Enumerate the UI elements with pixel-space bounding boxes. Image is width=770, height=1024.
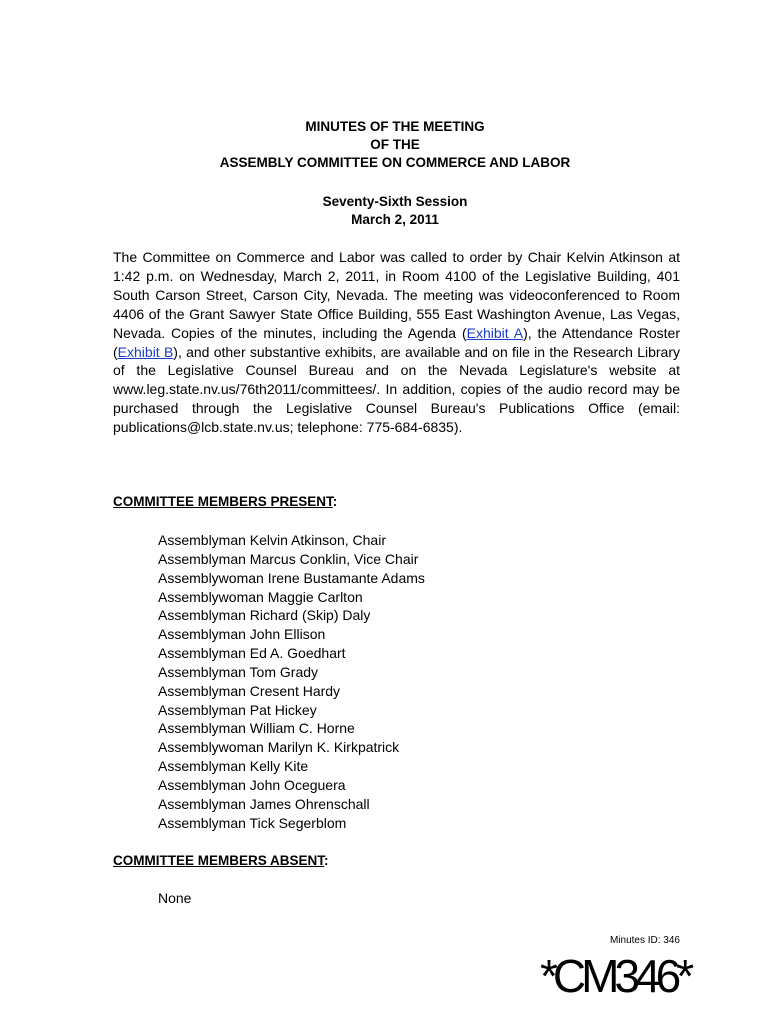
minutes-id: Minutes ID: 346 [609, 935, 680, 946]
title-line-2: OF THE [370, 137, 420, 152]
member-item: Assemblyman Kelly Kite [158, 758, 309, 775]
member-item: Assemblywoman Irene Bustamante Adams [158, 569, 425, 586]
document-title [0, 118, 770, 172]
members-absent-label: COMMITTEE MEMBERS ABSENT [113, 853, 325, 868]
member-item: Assemblywoman Marilyn K. Kirkpatrick [158, 739, 400, 756]
member-item: Assemblyman James Ohrenschall [158, 795, 370, 812]
intro-paragraph [113, 248, 680, 437]
members-present-label: COMMITTEE MEMBERS PRESENT [113, 494, 333, 509]
intro-text-3: ), and other substantive exhibits, are available and on file in the Research Library of the Legislative Counsel Bureau and on the Nevada Legislature's website at www.leg.state.nv.us/76th2011/committees/. In addition, copies of the audio record may be purchased through the Legislative Counsel Bureau's Publications Office (email: publications@lcb.state.nv.us; telephone: 775-684-6835). [113, 343, 680, 436]
member-item: Assemblyman Ed A. Goedhart [158, 645, 346, 662]
label-colon: : [332, 494, 338, 509]
member-item: Assemblyman Pat Hickey [158, 701, 317, 718]
exhibit-b-link[interactable]: Exhibit B [117, 343, 174, 360]
member-item: Assemblyman Marcus Conklin, Vice Chair [158, 550, 419, 567]
session-header [0, 193, 770, 229]
title-line-3: ASSEMBLY COMMITTEE ON COMMERCE AND LABOR [219, 155, 571, 170]
member-item: Assemblyman Cresent Hardy [158, 682, 341, 699]
members-present-heading [113, 494, 337, 509]
meeting-date: March 2, 2011 [351, 212, 439, 227]
member-item: Assemblyman John Ellison [158, 626, 326, 643]
member-item: Assemblyman Tom Grady [158, 663, 319, 680]
member-item: Assemblyman Kelvin Atkinson, Chair [158, 532, 386, 548]
members-absent-value: None [158, 890, 192, 906]
member-item: Assemblyman John Oceguera [158, 776, 346, 793]
members-present-list [158, 531, 425, 833]
member-item: Assemblyman Tick Segerblom [158, 814, 347, 831]
member-item: Assemblywoman Maggie Carlton [158, 588, 363, 605]
intro-text-2: ), the Attendance Roster ( [113, 324, 680, 360]
title-line-1: MINUTES OF THE MEETING [305, 119, 485, 134]
members-absent-heading [113, 853, 329, 868]
label-colon: : [324, 853, 329, 868]
member-item: Assemblyman Richard (Skip) Daly [158, 607, 371, 624]
exhibit-a-link[interactable]: Exhibit A [466, 324, 524, 341]
barcode-text: *CM346* [540, 950, 690, 1002]
session-name: Seventy-Sixth Session [322, 194, 468, 209]
intro-text-1: The Committee on Commerce and Labor was called to order by Chair Kelvin Atkinson at 1:42 p.m. on Wednesday, March 2, 2011, in Room 4100 of the Legislative Building, 401 South Carson Street, Carson City, Nevada. The meeting was videoconferenced to Room 4406 of the Grant Sawyer State Office Building, 555 East Washington Avenue, Las Vegas, Nevada. Copies of the minutes, including the Agenda ( [113, 249, 680, 341]
member-item: Assemblyman William C. Horne [158, 720, 355, 737]
